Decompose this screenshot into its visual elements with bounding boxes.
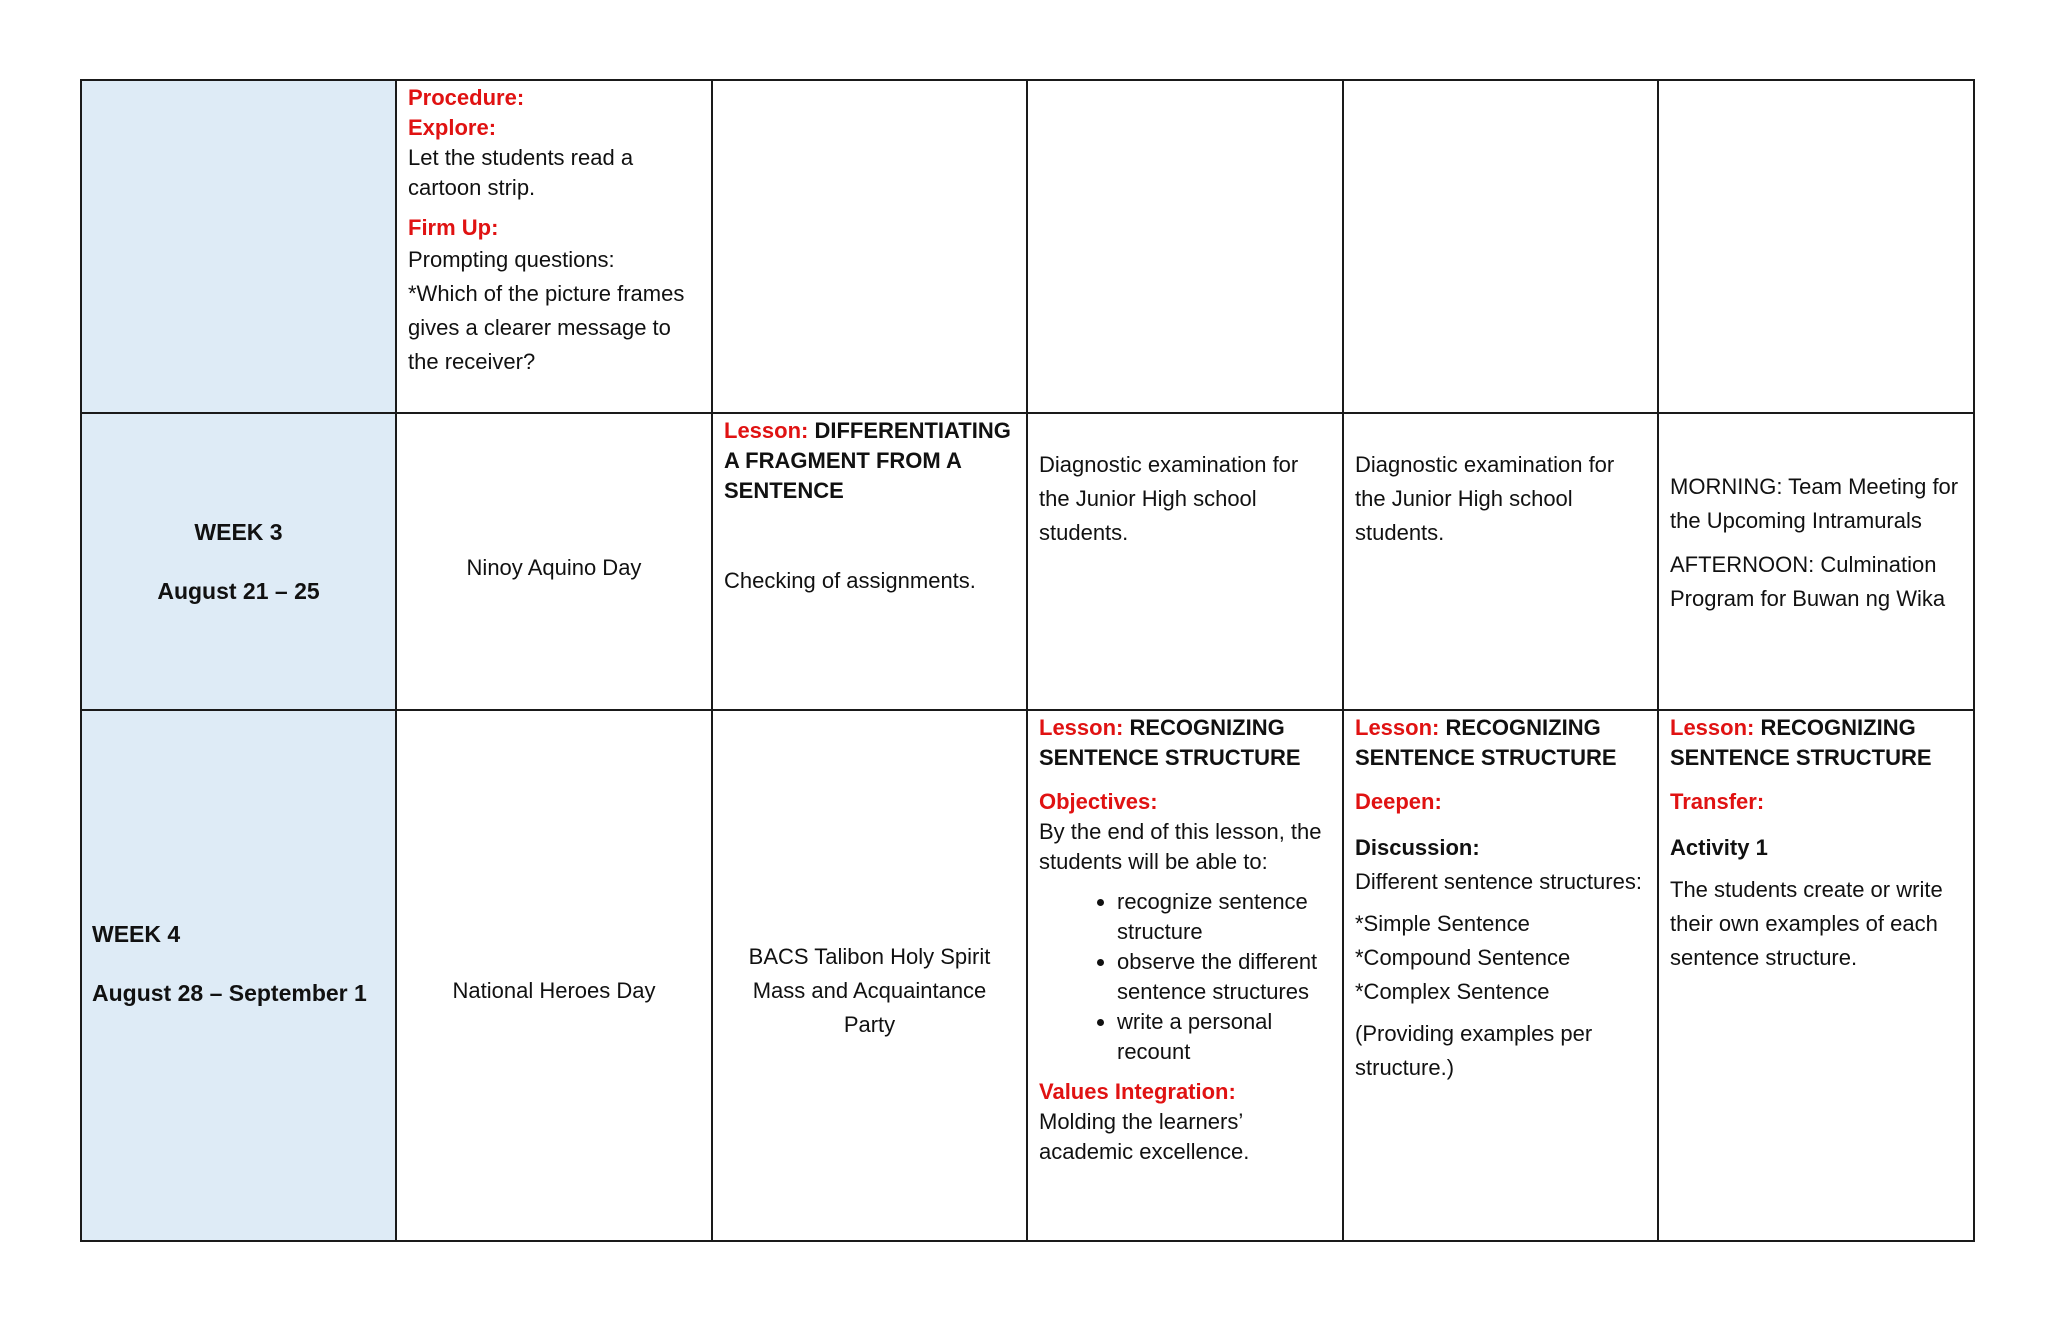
afternoon-text: AFTERNOON: Culmination Program for Buwan ng Wika: [1670, 552, 1946, 611]
examples-note: (Providing examples per structure.): [1355, 1021, 1593, 1080]
week-cell: [81, 710, 396, 1241]
table-row: [81, 80, 1974, 413]
lesson-title: RECOGNIZING SENTENCE STRUCTURE: [1670, 715, 1932, 770]
day5-cell: [1658, 413, 1974, 710]
lesson-label: Lesson:: [1039, 715, 1124, 740]
diagnostic-text: Diagnostic examination for the Junior High school students.: [1039, 452, 1299, 545]
firmup-label: Firm Up:: [408, 215, 499, 240]
day4-cell: [1343, 413, 1658, 710]
day5-cell: [1658, 80, 1974, 413]
lesson-title: DIFFERENTIATING A FRAGMENT FROM A SENTENCE: [724, 418, 1011, 503]
explore-text: Let the students read a cartoon strip.: [408, 145, 634, 200]
mass-text: BACS Talibon Holy Spirit Mass and Acquaintance Party: [748, 943, 991, 1037]
week-label: WEEK 4: [92, 921, 181, 947]
lesson-label: Lesson:: [1355, 715, 1440, 740]
week-cell: [81, 80, 396, 413]
holiday-text: Ninoy Aquino Day: [466, 554, 642, 580]
table-row: [81, 413, 1974, 710]
lesson-plan-table: [80, 79, 1975, 1242]
table-row: [81, 710, 1974, 1241]
list-item: • observe the different sentence structures: [1117, 947, 1332, 1007]
day1-cell: [396, 413, 712, 710]
week-cell: [81, 413, 396, 710]
values-text: Molding the learners’ academic excellence.: [1039, 1109, 1250, 1164]
day1-cell: [396, 80, 712, 413]
morning-text: MORNING: Team Meeting for the Upcoming Intramurals: [1670, 474, 1959, 533]
objectives-intro: By the end of this lesson, the students will be able to:: [1039, 819, 1322, 874]
day3-cell: [1027, 710, 1343, 1241]
activity-label: Activity 1: [1670, 835, 1768, 860]
structure-complex: *Complex Sentence: [1355, 979, 1550, 1004]
day4-cell: [1343, 710, 1658, 1241]
discussion-label: Discussion:: [1355, 835, 1480, 860]
activity-text: The students create or write their own examples of each sentence structure.: [1670, 877, 1943, 970]
firmup-question-2: *Which of the picture frames gives a clearer message to the receiver?: [408, 281, 685, 374]
day2-cell: [712, 413, 1027, 710]
procedure-label: Procedure:: [408, 85, 525, 110]
deepen-label: Deepen:: [1355, 789, 1442, 814]
list-item: • write a personal recount: [1117, 1007, 1332, 1067]
day5-cell: [1658, 710, 1974, 1241]
list-item: • recognize sentence structure: [1117, 887, 1332, 947]
objectives-list: [1039, 887, 1332, 1067]
transfer-label: Transfer:: [1670, 789, 1765, 814]
holiday-text: National Heroes Day: [452, 977, 656, 1003]
structure-compound: *Compound Sentence: [1355, 945, 1571, 970]
day1-cell: [396, 710, 712, 1241]
week-dates: August 28 – September 1: [92, 980, 367, 1006]
day2-cell: [712, 710, 1027, 1241]
objectives-label: Objectives:: [1039, 789, 1158, 814]
lesson-title: RECOGNIZING SENTENCE STRUCTURE: [1355, 715, 1617, 770]
lesson-title: RECOGNIZING SENTENCE STRUCTURE: [1039, 715, 1301, 770]
checking-text: Checking of assignments.: [724, 568, 976, 593]
day3-cell: [1027, 80, 1343, 413]
week-dates: August 21 – 25: [157, 578, 320, 604]
diagnostic-text: Diagnostic examination for the Junior High school students.: [1355, 452, 1615, 545]
lesson-label: Lesson:: [1670, 715, 1755, 740]
firmup-question-1: Prompting questions:: [408, 247, 615, 272]
discussion-text: Different sentence structures:: [1355, 869, 1642, 894]
explore-label: Explore:: [408, 115, 497, 140]
day3-cell: [1027, 413, 1343, 710]
values-label: Values Integration:: [1039, 1079, 1236, 1104]
day2-cell: [712, 80, 1027, 413]
day4-cell: [1343, 80, 1658, 413]
lesson-label: Lesson:: [724, 418, 809, 443]
week-label: WEEK 3: [194, 519, 283, 545]
structure-simple: *Simple Sentence: [1355, 911, 1530, 936]
